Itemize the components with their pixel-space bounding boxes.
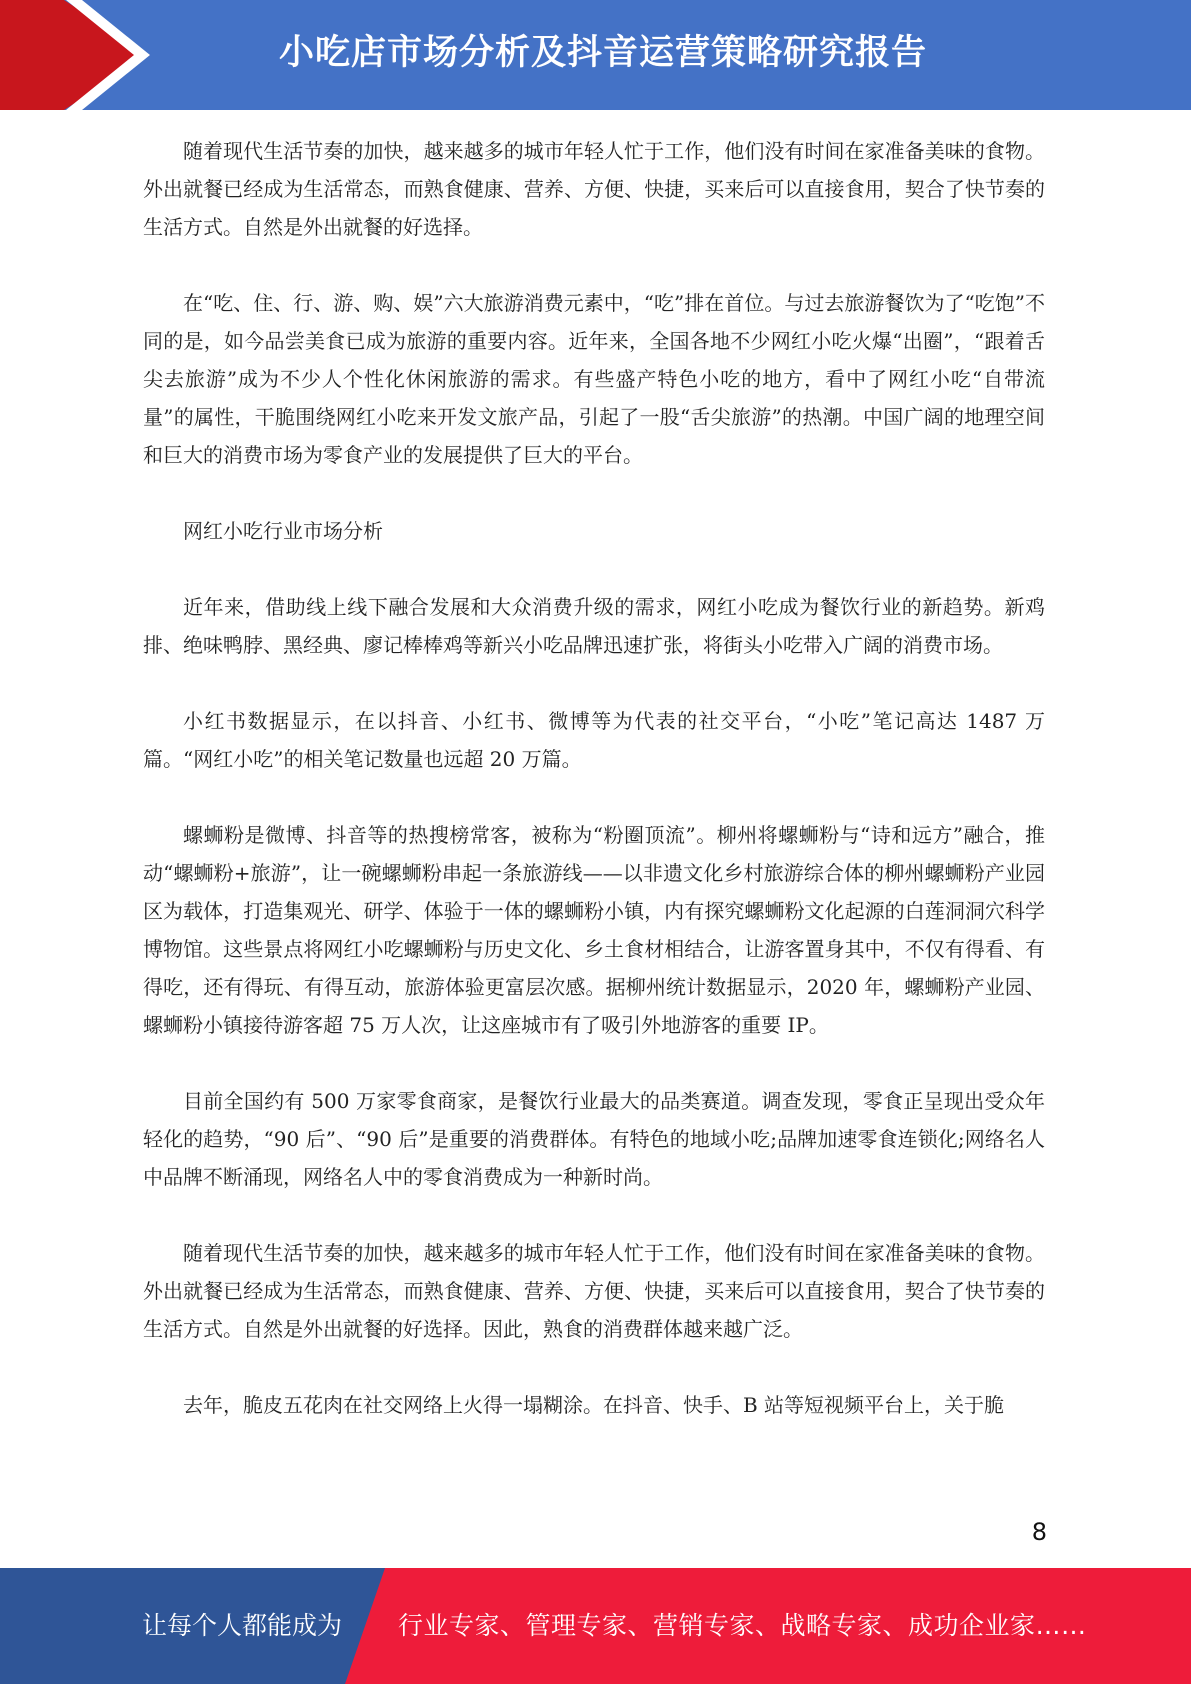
- paragraph: 螺蛳粉是微博、抖音等的热搜榜常客，被称为“粉圈顶流”。柳州将螺蛳粉与“诗和远方”融合，推动“螺蛳粉+旅游”，让一碗螺蛳粉串起一条旅游线——以非遗文化乡村旅游综合体的柳州螺蛳粉产业园区为载体，打造集观光、研学、体验于一体的螺蛳粉小镇，内有探究螺蛳粉文化起源的白莲洞洞穴科学博物馆。这些景点将网红小吃螺蛳粉与历史文化、乡土食材相结合，让游客置身其中，不仅有得看、有得吃，还有得玩、有得互动，旅游体验更富层次感。据柳州统计数据显示，2020 年，螺蛳粉产业园、螺蛳粉小镇接待游客超 75 万人次，让这座城市有了吸引外地游客的重要 IP。: [143, 823, 1045, 1037]
- document-title: 小吃店市场分析及抖音运营策略研究报告: [278, 33, 927, 73]
- document-body: [143, 132, 1045, 1462]
- paragraph: 小红书数据显示，在以抖音、小红书、微博等为代表的社交平台，“小吃”笔记高达 1487 万篇。“网红小吃”的相关笔记数量也远超 20 万篇。: [143, 709, 1045, 771]
- paragraph: 近年来，借助线上线下融合发展和大众消费升级的需求，网红小吃成为餐饮行业的新趋势。新鸡排、绝味鸭脖、黑经典、廖记棒棒鸡等新兴小吃品牌迅速扩张，将街头小吃带入广阔的消费市场。: [143, 595, 1045, 657]
- footer-slogan-left: 让每个人都能成为: [142, 1611, 343, 1640]
- page-header: [0, 0, 1191, 110]
- page-number: 8: [1031, 1518, 1047, 1546]
- footer-slogan-right: 行业专家、管理专家、营销专家、战略专家、成功企业家……: [398, 1611, 1087, 1640]
- paragraph: 去年，脆皮五花肉在社交网络上火得一塌糊涂。在抖音、快手、B 站等短视频平台上，关于脆: [183, 1393, 1005, 1417]
- paragraph: 随着现代生活节奏的加快，越来越多的城市年轻人忙于工作，他们没有时间在家准备美味的食物。外出就餐已经成为生活常态，而熟食健康、营养、方便、快捷，买来后可以直接食用，契合了快节奏的生活方式。自然是外出就餐的好选择。因此，熟食的消费群体越来越广泛。: [143, 1241, 1045, 1341]
- page-footer: [0, 1568, 1191, 1684]
- paragraph: 目前全国约有 500 万家零食商家，是餐饮行业最大的品类赛道。调查发现，零食正呈现出受众年轻化的趋势，“90 后”、“90 后”是重要的消费群体。有特色的地域小吃;品牌加速零食连锁化;网络名人中品牌不断涌现，网络名人中的零食消费成为一种新时尚。: [143, 1089, 1045, 1189]
- paragraph: 随着现代生活节奏的加快，越来越多的城市年轻人忙于工作，他们没有时间在家准备美味的食物。外出就餐已经成为生活常态，而熟食健康、营养、方便、快捷，买来后可以直接食用，契合了快节奏的生活方式。自然是外出就餐的好选择。: [143, 139, 1045, 239]
- paragraph: 在“吃、住、行、游、购、娱”六大旅游消费元素中，“吃”排在首位。与过去旅游餐饮为了“吃饱”不同的是，如今品尝美食已成为旅游的重要内容。近年来，全国各地不少网红小吃火爆“出圈”，“跟着舌尖去旅游”成为不少人个性化休闲旅游的需求。有些盛产特色小吃的地方，看中了网红小吃“自带流量”的属性，干脆围绕网红小吃来开发文旅产品，引起了一股“舌尖旅游”的热潮。中国广阔的地理空间和巨大的消费市场为零食产业的发展提供了巨大的平台。: [143, 291, 1045, 467]
- section-heading: 网红小吃行业市场分析: [183, 519, 383, 543]
